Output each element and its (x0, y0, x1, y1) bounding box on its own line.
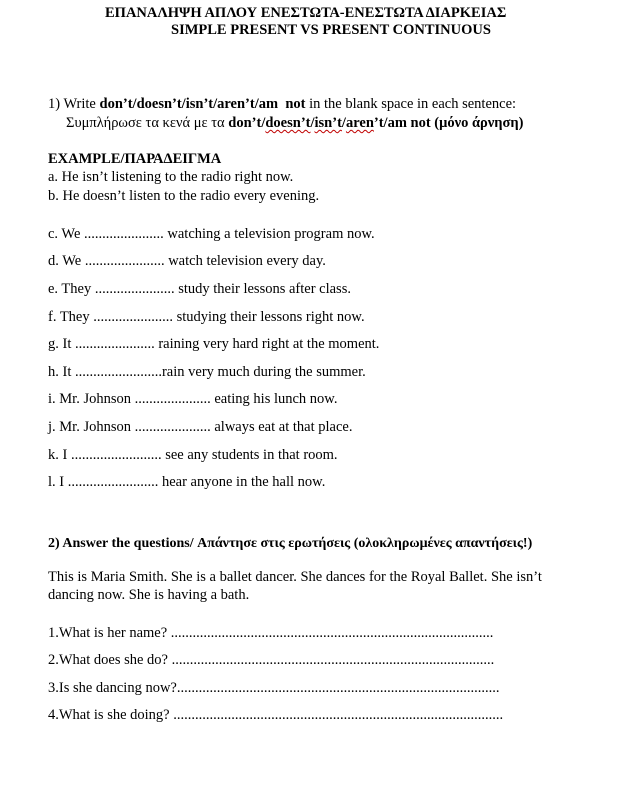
greek-word-6: aren (345, 115, 374, 131)
greek-word-3: / (310, 115, 315, 131)
instruction-words: don’t/doesn’t/isn’t/aren’t/am (99, 96, 279, 112)
exercise-item-i: i. Mr. Johnson ..................... eating his lunch now. (48, 391, 338, 407)
question-1: 1.What is her name? ......................................................................................... (48, 625, 494, 641)
exercise-item-l: l. I ......................... hear anyone in the hall now. (48, 474, 326, 490)
greek-word-1: don’t/ (228, 115, 266, 131)
instruction-prefix: 1) Write (48, 96, 100, 112)
question-2: 2.What does she do? ......................................................................................... (48, 652, 495, 668)
exercise-item-d: d. We ...................... watch television every day. (48, 253, 326, 269)
section2-heading: 2) Answer the questions/ Απάντησε στις ερωτήσεις (ολοκληρωμένες απαντήσεις!) (48, 536, 533, 551)
exercise-item-h: h. It ........................rain very much during the summer. (48, 364, 366, 380)
title-english: SIMPLE PRESENT VS PRESENT CONTINUOUS (171, 22, 491, 38)
greek-word-4: isn’t (314, 115, 342, 131)
instruction-suffix: in the blank space in each sentence: (305, 96, 517, 112)
greek-word-5: / (341, 115, 346, 131)
exercise-item-e: e. They ...................... study their lessons after class. (48, 281, 351, 297)
exercise-item-k: k. I ......................... see any students in that room. (48, 447, 338, 463)
example-b: b. He doesn’t listen to the radio every evening. (48, 188, 320, 204)
exercise-item-j: j. Mr. Johnson ..................... always eat at that place. (48, 419, 353, 435)
greek-prefix: Συμπλήρωσε τα κενά με τα (66, 115, 229, 131)
passage-line-2: dancing now. She is having a bath. (48, 587, 250, 603)
exercise-item-f: f. They ...................... studying their lessons right now. (48, 309, 365, 325)
passage-line-1: This is Maria Smith. She is a ballet dancer. She dances for the Royal Ballet. She isn’t (48, 569, 542, 585)
exercise-item-c: c. We ...................... watching a television program now. (48, 226, 375, 242)
greek-word-7: ’t/am not (μόνο άρνηση) (373, 115, 524, 131)
title-greek: ΕΠΑΝΑΛΗΨΗ ΑΠΛΟΥ ΕΝΕΣΤΩΤΑ-ΕΝΕΣΤΩΤΑ ΔΙΑΡΚΕΙΑΣ (105, 5, 507, 21)
exercise-item-g: g. It ...................... raining very hard right at the moment. (48, 336, 380, 352)
example-heading: EXAMPLE/ΠΑΡΑΔΕΙΓΜΑ (48, 151, 222, 167)
question-3: 3.Is she dancing now?......................................................................................... (48, 680, 500, 696)
greek-word-2: doesn’t (265, 115, 311, 131)
instruction-line (48, 95, 516, 113)
question-4: 4.What is she doing? ........................................................................................... (48, 707, 504, 723)
example-a: a. He isn’t listening to the radio right now. (48, 169, 294, 185)
instruction-greek-line (66, 114, 523, 132)
instruction-not: not (285, 96, 306, 112)
